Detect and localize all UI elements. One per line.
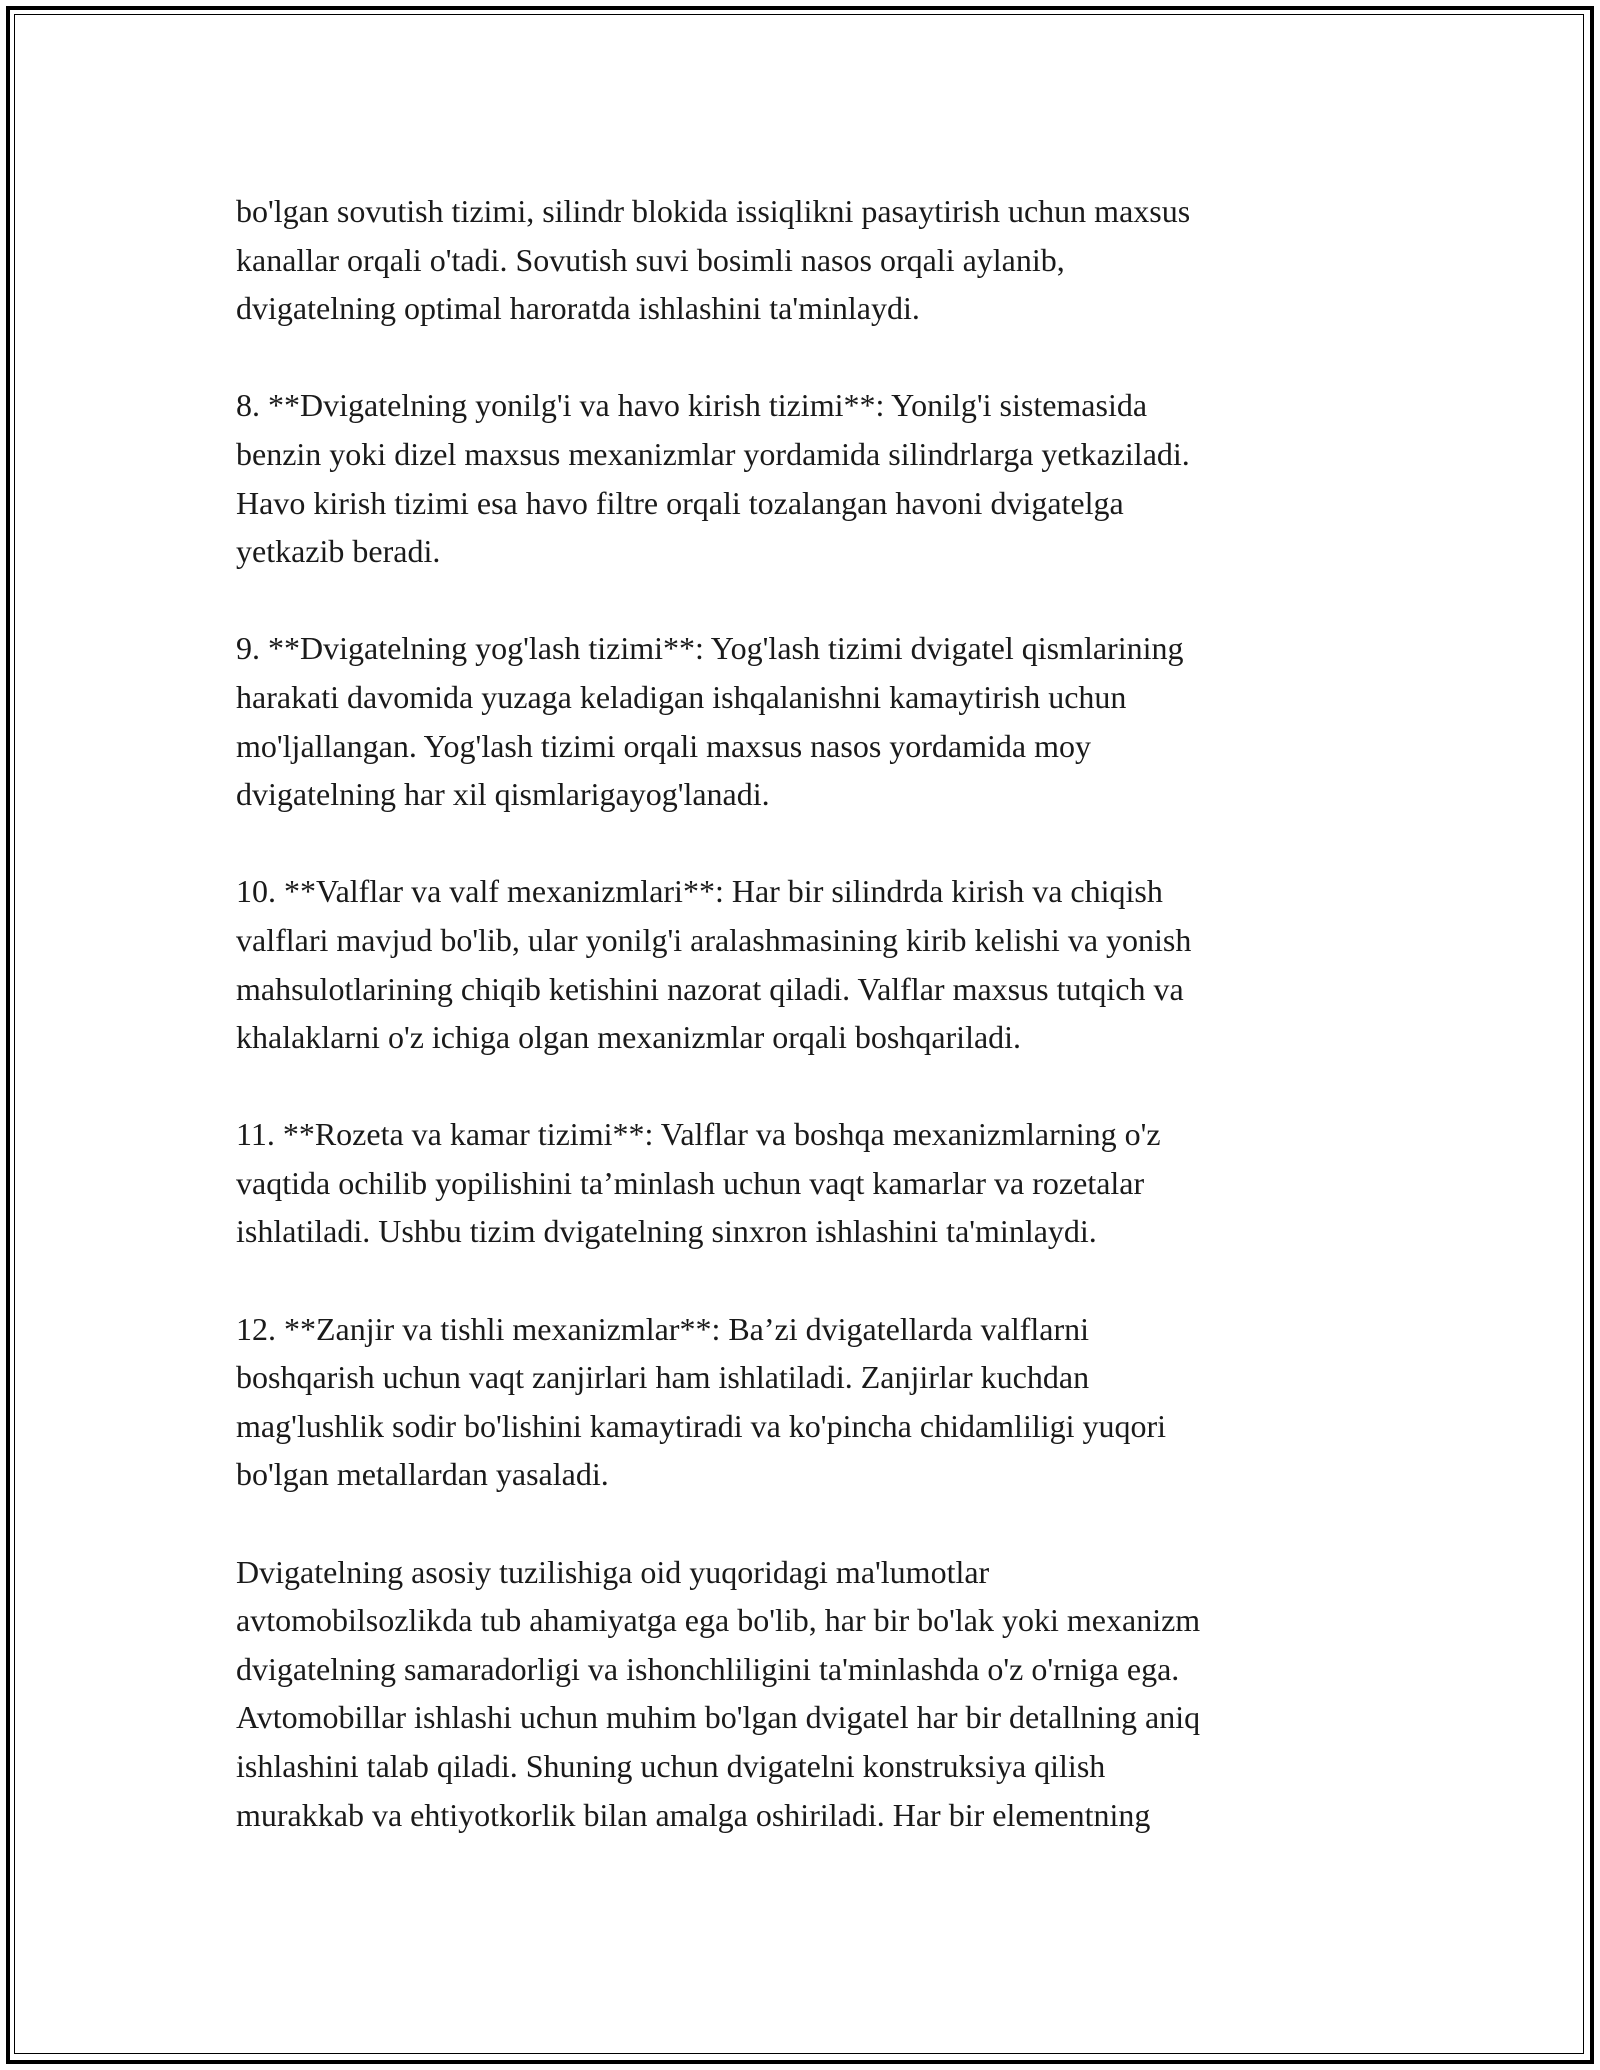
paragraph-item-8: [236, 381, 1396, 575]
text-line: dvigatelning samaradorligi va ishonchliligini ta'minlashda o'z o'rniga ega.: [236, 1650, 1180, 1687]
paragraph-item-10: [236, 867, 1396, 1061]
text-line: dvigatelning har xil qismlarigayog'lanadi.: [236, 776, 770, 813]
text-line: murakkab va ehtiyotkorlik bilan amalga oshiriladi. Har bir elementning: [236, 1796, 1151, 1833]
text-line: 8. **Dvigatelning yonilg'i va havo kirish tizimi**: Yonilg'i sistemasida: [236, 387, 1148, 424]
text-line: ishlatiladi. Ushbu tizim dvigatelning sinxron ishlashini ta'minlaydi.: [236, 1213, 1097, 1250]
text-line: 12. **Zanjir va tishli mexanizmlar**: Ba’zi dvigatellarda valflarni: [236, 1310, 1090, 1347]
document-body: [236, 187, 1396, 1888]
text-line: benzin yoki dizel maxsus mexanizmlar yordamida silindrlarga yetkaziladi.: [236, 435, 1190, 472]
text-line: mag'lushlik sodir bo'lishini kamaytiradi va ko'pincha chidamliligi yuqori: [236, 1407, 1167, 1444]
paragraph-item-11: [236, 1110, 1396, 1256]
paragraph-item-9: [236, 624, 1396, 818]
text-line: 10. **Valflar va valf mexanizmlari**: Har bir silindrda kirish va chiqish: [236, 873, 1163, 910]
text-line: khalaklarni o'z ichiga olgan mexanizmlar orqali boshqariladi.: [236, 1019, 1022, 1056]
text-line: valflari mavjud bo'lib, ular yonilg'i aralashmasining kirib kelishi va yonish: [236, 921, 1192, 958]
text-line: bo'lgan sovutish tizimi, silindr blokida issiqlikni pasaytirish uchun maxsus: [236, 193, 1191, 229]
paragraph-item-12: [236, 1305, 1396, 1499]
text-line: harakati davomida yuzaga keladigan ishqalanishni kamaytirish uchun: [236, 678, 1127, 715]
text-line: 9. **Dvigatelning yog'lash tizimi**: Yog'lash tizimi dvigatel qismlarining: [236, 630, 1184, 667]
text-line: dvigatelning optimal haroratda ishlashini ta'minlaydi.: [236, 290, 920, 327]
text-line: yetkazib beradi.: [236, 533, 441, 570]
text-line: Havo kirish tizimi esa havo filtre orqali tozalangan havoni dvigatelga: [236, 484, 1124, 521]
text-line: vaqtida ochilib yopilishini ta’minlash uchun vaqt kamarlar va rozetalar: [236, 1164, 1145, 1201]
text-line: ishlashini talab qiladi. Shuning uchun dvigatelni konstruksiya qilish: [236, 1748, 1106, 1784]
text-line: mahsulotlarining chiqib ketishini nazorat qiladi. Valflar maxsus tutqich va: [236, 970, 1184, 1007]
text-line: mo'ljallangan. Yog'lash tizimi orqali maxsus nasos yordamida moy: [236, 727, 1091, 764]
paragraph-cooling-continuation: [236, 187, 1396, 333]
text-line: avtomobilsozlikda tub ahamiyatga ega bo'lib, har bir bo'lak yoki mexanizm: [236, 1602, 1201, 1639]
text-line: kanallar orqali o'tadi. Sovutish suvi bosimli nasos orqali aylanib,: [236, 241, 1065, 278]
paragraph-conclusion: [236, 1548, 1396, 1840]
text-line: Avtomobillar ishlashi uchun muhim bo'lgan dvigatel har bir detallning aniq: [236, 1699, 1201, 1736]
text-line: 11. **Rozeta va kamar tizimi**: Valflar va boshqa mexanizmlarning o'z: [236, 1116, 1161, 1153]
text-line: Dvigatelning asosiy tuzilishiga oid yuqoridagi ma'lumotlar: [236, 1553, 990, 1590]
text-line: bo'lgan metallardan yasaladi.: [236, 1456, 609, 1493]
text-line: boshqarish uchun vaqt zanjirlari ham ishlatiladi. Zanjirlar kuchdan: [236, 1359, 1090, 1396]
